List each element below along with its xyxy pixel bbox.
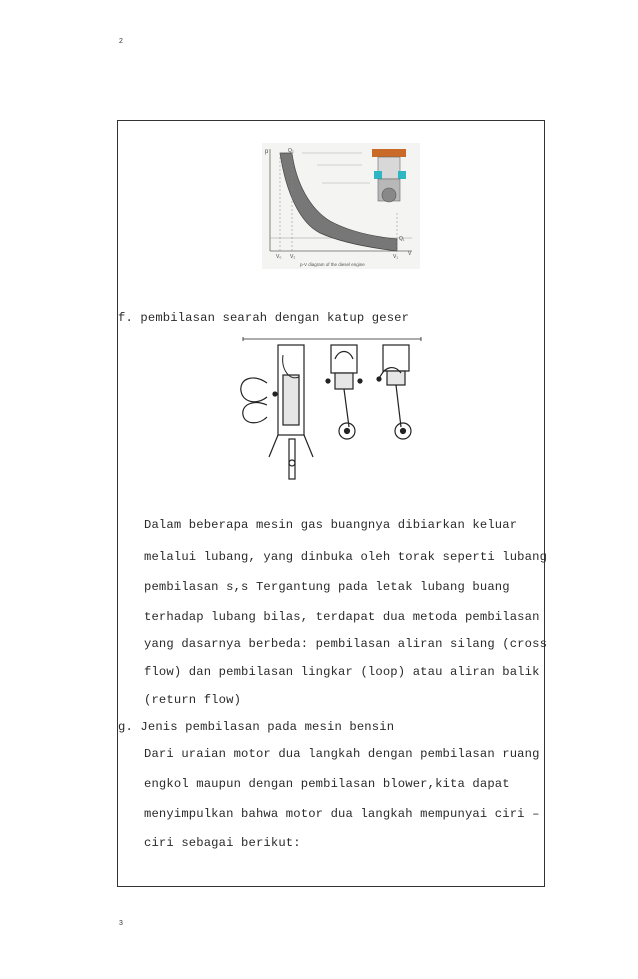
pv-q-in-label: Q₂ <box>288 148 294 154</box>
paragraph-1-line-3: pembilasan s,s Tergantung pada letak lubang buang <box>144 580 510 594</box>
pv-axis-p-label: p <box>265 149 269 155</box>
heading-g: g. Jenis pembilasan pada mesin bensin <box>118 720 395 734</box>
paragraph-1-line-1: Dalam beberapa mesin gas buangnya dibiarkan keluar <box>144 518 518 532</box>
paragraph-1-line-2: melalui lubang, yang dinbuka oleh torak seperti lubang <box>144 550 548 564</box>
pv-caption: p-V diagram of the diesel engine <box>300 262 365 267</box>
paragraph-2-line-1: Dari uraian motor dua langkah dengan pembilasan ruang <box>144 747 540 761</box>
pv-v2-label: V₂ <box>290 254 296 260</box>
pv-v0-label: V₀ <box>276 254 282 260</box>
pv-diagram-image <box>262 143 420 269</box>
paragraph-1-line-4: terhadap lubang bilas, terdapat dua metoda pembilasan <box>144 610 540 624</box>
pv-q-out-label: Q₁ <box>399 236 405 242</box>
pv-v1-label: V₁ <box>393 254 399 260</box>
heading-f: f. pembilasan searah dengan katup geser <box>118 311 410 325</box>
paragraph-2-line-2: engkol maupun dengan pembilasan blower,kita dapat <box>144 777 510 791</box>
paragraph-1-line-7: (return flow) <box>144 693 242 707</box>
paragraph-2-line-3: menyimpulkan bahwa motor dua langkah mempunyai ciri – <box>144 807 540 821</box>
pv-axis-v-label: V <box>408 251 412 257</box>
page-number-bottom: 3 <box>119 920 123 927</box>
paragraph-1-line-5: yang dasarnya berbeda: pembilasan aliran silang (cross <box>144 637 548 651</box>
paragraph-2-line-4: ciri sebagai berikut: <box>144 836 301 850</box>
paragraph-1-line-6: flow) dan pembilasan lingkar (loop) atau aliran balik <box>144 665 540 679</box>
scavenging-diagram-image <box>231 335 433 485</box>
page-number-top: 2 <box>119 38 123 45</box>
